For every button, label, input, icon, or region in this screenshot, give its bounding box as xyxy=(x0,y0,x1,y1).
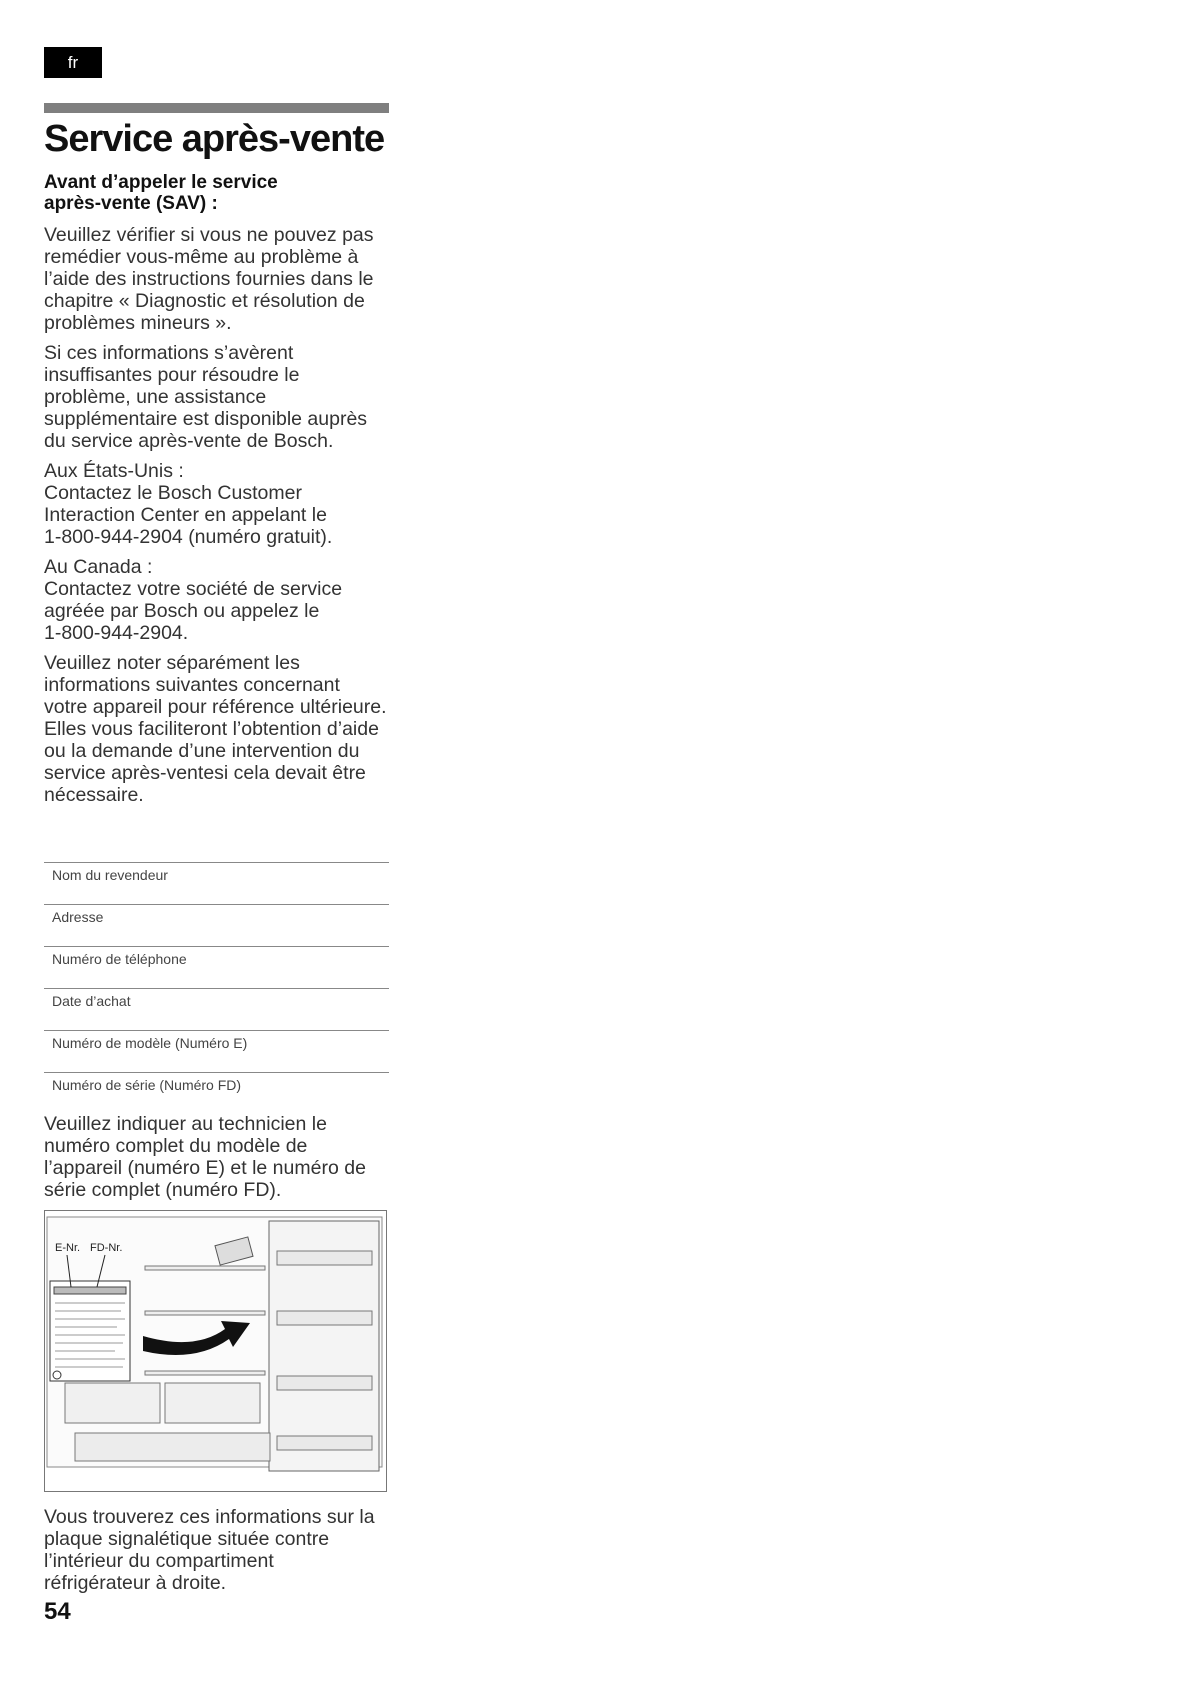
figure-caption xyxy=(44,1506,389,1602)
form-label: Date d’achat xyxy=(52,993,131,1009)
paragraph: Aux États-Unis : Contactez le Bosch Customer Interaction Center en appelant le 1-800-944-2904 (numéro gratuit). xyxy=(44,460,333,548)
page-number: 54 xyxy=(44,1598,71,1625)
form-label: Numéro de série (Numéro FD) xyxy=(52,1077,242,1093)
appliance-info-form xyxy=(44,862,389,1114)
form-label: Numéro de modèle (Numéro E) xyxy=(52,1035,248,1051)
fridge-rating-plate-illustration xyxy=(44,1210,387,1492)
form-field-address[interactable] xyxy=(44,904,389,946)
form-field-serial-number[interactable] xyxy=(44,1072,389,1114)
page-title: Service après-vente xyxy=(44,118,385,160)
form-label: Nom du revendeur xyxy=(52,867,168,883)
form-label: Adresse xyxy=(52,909,104,925)
header-rule xyxy=(44,103,389,113)
label-e-nr: E-Nr. xyxy=(55,1242,81,1254)
form-label: Numéro de téléphone xyxy=(52,951,187,967)
paragraph: Veuillez vérifier si vous ne pouvez pas remédier vous-même au problème à l’aide des instructions fournies dans le chapitre « Diagnostic et résolution de problèmes mineurs ». xyxy=(44,224,374,334)
paragraph: Au Canada : Contactez votre société de service agréée par Bosch ou appelez le 1-800-944-2904. xyxy=(44,556,343,644)
technician-note xyxy=(44,1113,389,1209)
section-subtitle xyxy=(44,172,389,214)
paragraph: Veuillez noter séparément les informations suivantes concernant votre appareil pour référence ultérieure. Elles vous faciliteront l’obtention d’aide ou la demande d’une intervention du service après-ventesi cela devait être nécessaire. xyxy=(44,652,387,806)
label-fd-nr: FD-Nr. xyxy=(90,1242,123,1254)
paragraph: Si ces informations s’avèrent insuffisantes pour résoudre le problème, une assistance supplémentaire est disponible auprès du service après-vente de Bosch. xyxy=(44,342,368,452)
form-field-model-number[interactable] xyxy=(44,1030,389,1072)
fridge-diagram-svg xyxy=(45,1211,386,1491)
subtitle-text: Avant d’appeler le service après-vente (SAV) : xyxy=(44,172,278,214)
form-field-dealer[interactable] xyxy=(44,862,389,904)
form-field-purchase-date[interactable] xyxy=(44,988,389,1030)
paragraph: Veuillez indiquer au technicien le numéro complet du modèle de l’appareil (numéro E) et le numéro de série complet (numéro FD). xyxy=(44,1113,366,1201)
form-field-phone[interactable] xyxy=(44,946,389,988)
body-text xyxy=(44,224,389,814)
paragraph: Vous trouverez ces informations sur la plaque signalétique située contre l’intérieur du compartiment réfrigérateur à droite. xyxy=(44,1506,375,1594)
language-tab: fr xyxy=(44,47,102,78)
rating-plate xyxy=(50,1281,130,1381)
